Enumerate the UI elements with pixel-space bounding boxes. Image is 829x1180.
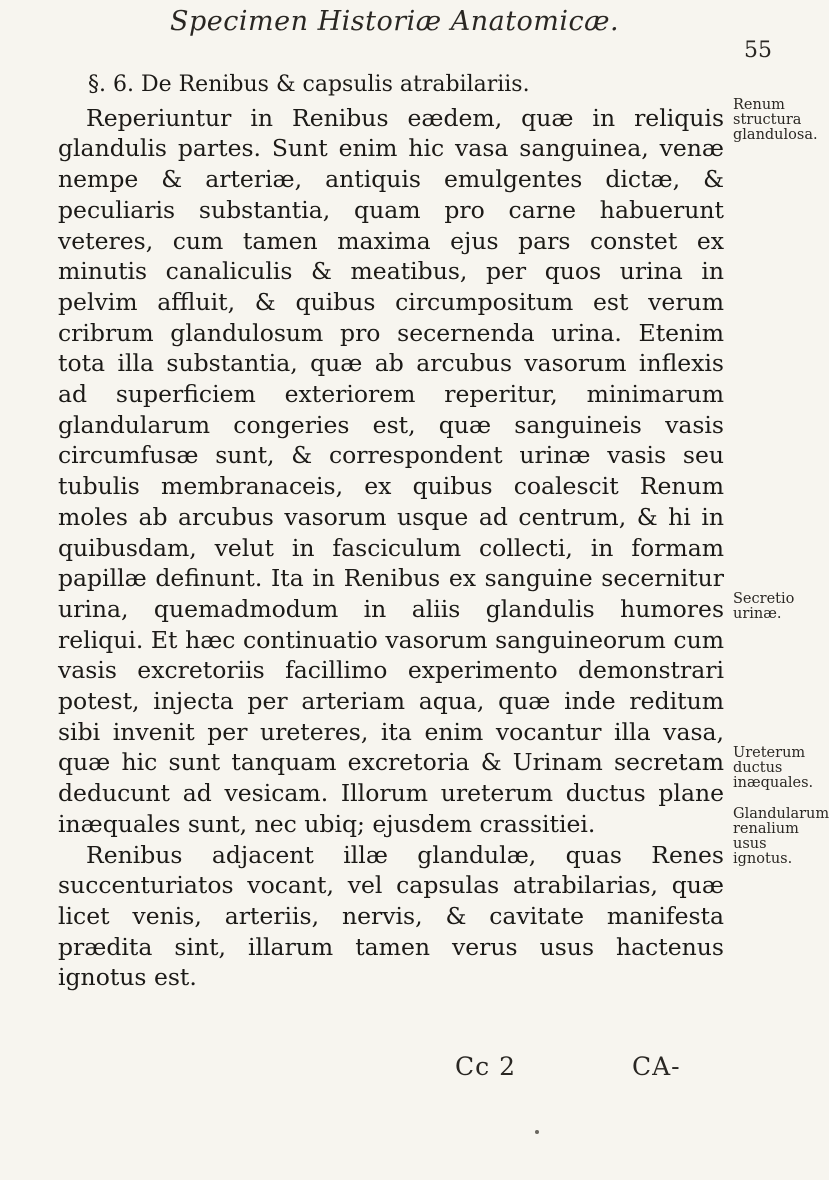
margin-note-ureterum-ductus: Ureterum ductus inæquales. [733, 745, 814, 791]
paragraph-capsulae: Renibus adjacent illæ glandulæ, quas Renes succenturiatos vocant, vel capsulas atrabilarias, quæ licet venis, arteriis, nervis, & cavitate manifesta prædita sint, illarum tamen verus usus hactenus ignotus est. [58, 840, 724, 992]
main-text-block [58, 70, 724, 993]
signature-mark: Cc 2 [455, 1052, 516, 1081]
margin-note-secretio-urinae: Secretio urinæ. [733, 591, 795, 622]
margin-note-glandularum-usus: Glandularum renalium usus ignotus. [733, 806, 829, 867]
paragraph-renes: Reperiuntur in Renibus eædem, quæ in reliquis glandulis partes. Sunt enim hic vasa sanguinea, venæ nempe & arteriæ, antiquis emulgentes dictæ, & peculiaris substantia, quam pro carne habuerunt veteres, cum tamen maxima ejus pars constet ex minutis canaliculis & meatibus, per quos urina in pelvim affluit, & quibus circumpositum est verum cribrum glandulosum pro secernenda urina. Etenim tota illa substantia, quæ ab arcubus vasorum inflexis ad superficiem exteriorem reperitur, minimarum glandularum congeries est, quæ sanguineis vasis circumfusæ sunt, & correspondent urinæ vasis seu tubulis membranaceis, ex quibus coalescit Renum moles ab arcubus vasorum usque ad centrum, & hi in quibusdam, velut in fasciculum collecti, in formam papillæ definunt. Ita in Renibus ex sanguine secernitur urina, quemadmodum in aliis glandulis humores reliqui. Et hæc continuatio vasorum sanguineorum cum vasis excretoriis facillimo experimento demonstrari potest, injecta per arteriam aqua, quæ inde reditum sibi invenit per ureteres, ita enim vocantur illa vasa, quæ hic sunt tanquam excretoria & Urinam secretam deducunt ad vesicam. Illorum ureterum ductus plane inæquales sunt, nec ubiq; ejusdem crassitiei. [58, 103, 724, 838]
running-head: Specimen Historiæ Anatomicæ. [170, 6, 620, 37]
paper-speck [535, 1130, 539, 1134]
margin-note-renum-structura: Renum structura glandulosa. [733, 97, 818, 143]
catchword: CA- [632, 1052, 681, 1081]
page-number: 55 [744, 38, 772, 63]
section-heading: §. 6. De Renibus & capsulis atrabilariis. [88, 72, 530, 97]
